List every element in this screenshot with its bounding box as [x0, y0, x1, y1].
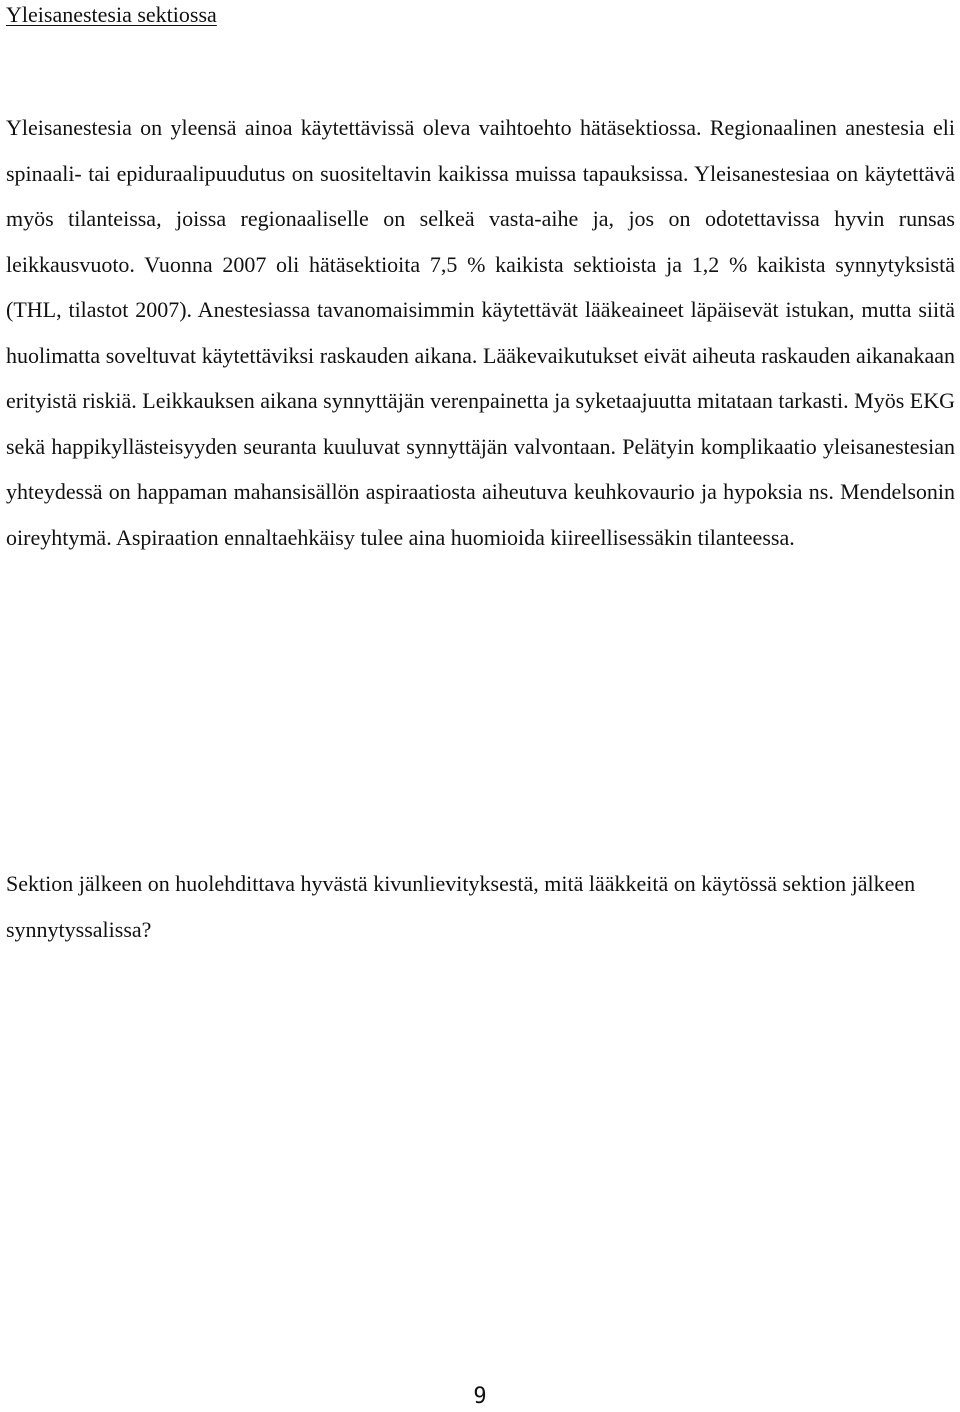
section-heading: Yleisanestesia sektiossa — [6, 2, 217, 27]
page-number: 9 — [473, 1384, 487, 1409]
body-paragraph-anesthesia: Yleisanestesia on yleensä ainoa käytettävissä oleva vaihtoehto hätäsektiossa. Regionaalinen anestesia eli spinaali- tai epiduraalipuudutus on suositeltavin kaikissa muissa tapauksissa. Yleisanestesiaa on käytettävä myös tilanteissa, joissa regionaaliselle on selkeä vasta-aihe ja, jos on odotettavissa hyvin runsas leikkausvuoto. Vuonna 2007 oli hätäsektioita 7,5 % kaikista sektioista ja 1,2 % kaikista synnytyksistä (THL, tilastot 2007). Anestesiassa tavanomaisimmin käytettävät lääkeaineet läpäisevät istukan, mutta siitä huolimatta soveltuvat käytettäviksi raskauden aikana. Lääkevaikutukset eivät aiheuta raskauden aikanakaan erityistä riskiä. Leikkauksen aikana synnyttäjän verenpainetta ja syketaajuutta mitataan tarkasti. Myös EKG sekä happikyllästeisyyden seuranta kuuluvat synnyttäjän valvontaan. Pelätyin komplikaatio yleisanestesian yhteydessä on happaman mahansisällön aspiraatiosta aiheutuva keuhkovaurio ja hypoksia ns. Mendelsonin oireyhtymä. Aspiraation ennaltaehkäisy tulee aina huomioida kiireellisessäkin tilanteessa. — [6, 115, 955, 550]
body-paragraph-question: Sektion jälkeen on huolehdittava hyvästä kivunlievityksestä, mitä lääkkeitä on käytössä sektion jälkeen synnytyssalissa? — [6, 871, 916, 942]
